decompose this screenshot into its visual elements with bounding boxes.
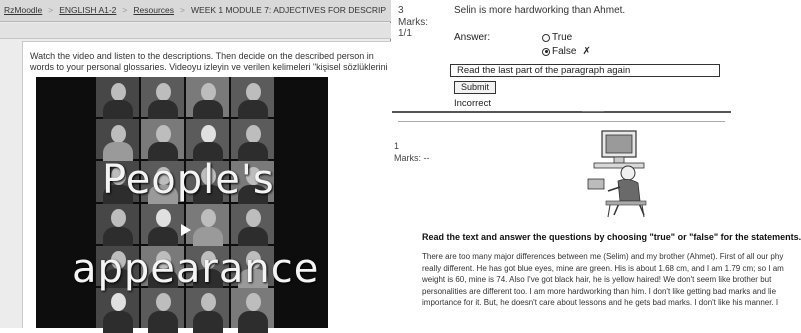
result-status: Incorrect [454, 98, 491, 109]
paragraph-line: personalities are different too. I am more hardworking than him. I don't like getting bad marks and lie [422, 286, 777, 296]
character-thumbnail [186, 288, 229, 328]
character-thumbnail [186, 119, 229, 159]
divider [582, 111, 604, 112]
breadcrumb-course-link[interactable]: ENGLISH A1-2 [59, 5, 117, 15]
character-thumbnail [231, 77, 274, 117]
breadcrumb-section-link[interactable]: Resources [133, 5, 175, 15]
quiz-question-panel [392, 0, 731, 113]
video-title-line-2: appearance [72, 246, 320, 292]
false-radio[interactable] [542, 48, 550, 56]
marks-label: Marks: -- [394, 153, 430, 163]
marks-value: 1/1 [398, 28, 412, 39]
paragraph-line: importance for it. But, he doesn't care about lessons and he gets bad marks. I don't like his manner. I [422, 298, 779, 307]
play-icon[interactable] [181, 224, 191, 236]
submit-button[interactable]: Submit [454, 81, 496, 94]
breadcrumb-site-link[interactable]: RzMoodle [4, 5, 43, 15]
character-thumbnail [231, 119, 274, 159]
true-option-label: True [552, 32, 573, 43]
paragraph-line: There are too many major differences between me (Selim) and my brother (Ahmet). First of all our phy [422, 252, 784, 261]
character-thumbnail [141, 119, 184, 159]
question-statement: Selin is more hardworking than Ahmet. [454, 5, 626, 16]
false-option[interactable] [542, 46, 591, 57]
character-thumbnail [231, 288, 274, 328]
navigation-bar [0, 0, 391, 22]
answer-label: Answer: [454, 32, 491, 43]
character-thumbnail [231, 204, 274, 244]
breadcrumb-separator-icon: > [180, 5, 185, 15]
breadcrumb-current-page: WEEK 1 MODULE 7: ADJECTIVES FOR DESCRIP [191, 5, 387, 15]
question-number: 1 [394, 141, 400, 151]
true-option[interactable] [542, 32, 572, 43]
moodle-page [0, 0, 391, 328]
character-thumbnail [96, 77, 139, 117]
toolbar-strip [0, 23, 391, 39]
instructions-line: Watch the video and listen to the descriptions. Then decide on the described person in [30, 51, 374, 61]
divider [398, 121, 725, 122]
character-thumbnail [96, 288, 139, 328]
question-number: 3 [398, 5, 404, 16]
reading-instruction: Read the text and answer the questions by choosing "true" or "false" for the statements. [422, 232, 801, 242]
character-thumbnail [141, 77, 184, 117]
breadcrumb-separator-icon: > [48, 5, 54, 15]
marks-label: Marks: [398, 17, 428, 28]
paragraph-line: really different. He has got blue eyes, mine are green. His is about 1.68 cm, and I am 1.79 cm; so I am [422, 263, 784, 273]
paragraph-line: weight is 60, mine is 74. Also I've got black hair, he is yellow haired! We don't seem like brother but [422, 275, 772, 284]
activity-instructions [30, 51, 392, 73]
character-thumbnail [186, 77, 229, 117]
breadcrumb-separator-icon: > [122, 5, 128, 15]
character-thumbnail [186, 204, 229, 244]
character-thumbnail [96, 119, 139, 159]
breadcrumb [4, 5, 386, 15]
true-radio[interactable] [542, 34, 550, 42]
character-thumbnail [141, 204, 184, 244]
false-option-label: False [552, 46, 577, 57]
person-at-computer-illustration [580, 127, 654, 219]
video-title-line-1: People's [102, 157, 275, 203]
reading-paragraph [422, 251, 784, 309]
character-thumbnail [96, 204, 139, 244]
instructions-line: words to your personal glossaries. Videoyu izleyin ve verilen kelimeleri "kişisel sözlüklerini [30, 62, 388, 72]
reading-question-panel [392, 115, 801, 328]
incorrect-mark-icon: ✗ [582, 46, 591, 57]
feedback-message: Read the last part of the paragraph again [450, 64, 720, 77]
character-thumbnail [141, 288, 184, 328]
